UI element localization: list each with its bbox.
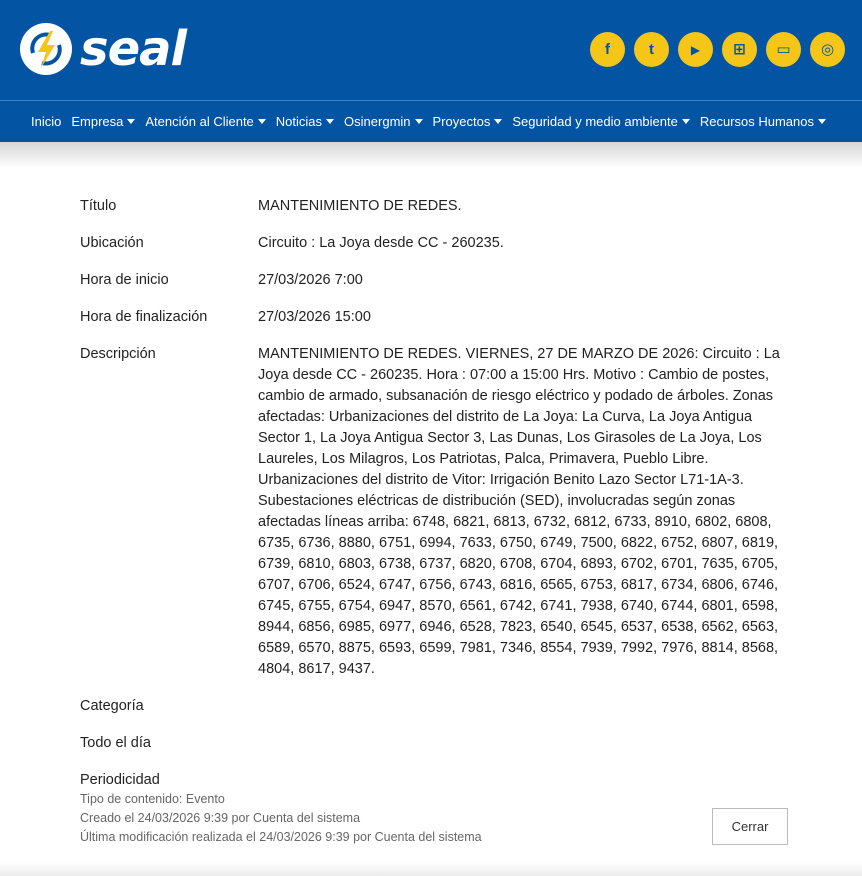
detail-row-todo-dia <box>80 733 792 754</box>
nav-item-recursos-humanos[interactable]: Recursos Humanos <box>700 114 826 129</box>
detail-row-fin <box>80 307 792 328</box>
created-text: Creado el 24/03/2026 9:39 por Cuenta del sistema <box>80 811 361 825</box>
detail-row-categoria <box>80 696 792 717</box>
detail-row-titulo <box>80 196 792 217</box>
youtube-icon[interactable]: ▶ <box>678 32 713 67</box>
nav-item-inicio[interactable]: Inicio <box>31 114 62 129</box>
detail-row-inicio <box>80 270 792 291</box>
caret-down-icon <box>258 119 266 124</box>
certificate-icon[interactable]: ◎ <box>810 32 845 67</box>
content-type-text: Tipo de contenido: Evento <box>80 792 225 806</box>
event-details <box>80 196 792 807</box>
modified-text: Última modificación realizada el 24/03/2026 9:39 por Cuenta del sistema <box>80 830 482 844</box>
titulo-value: MANTENIMIENTO DE REDES. <box>258 198 462 214</box>
descripcion-value: MANTENIMIENTO DE REDES. VIERNES, 27 DE MARZO DE 2026: Circuito : La Joya desde CC - 260235. Hora : 07:00 a 15:00 Hrs. Motivo : Cambio de postes, cambio de armado, subsanación de riesgo eléctrico y podado de árboles. Zonas afectadas: Urbanizaciones del distrito de La Joya: La Curva, La Joya Antigua Sector 1, La Joya Antigua Sector 3, Las Dunas, Los Girasoles de La Joya, Los Laureles, Los Milagros, Los Patriotas, Palca, Primavera, Pueblo Libre. Urbanizaciones del distrito de Vitor: Irrigación Benito Lazo Sector L71-1A-3. Subestaciones eléctricas de distribución (SED), involucradas según zonas afectadas líneas arriba: 6748, 6821, 6813, 6732, 6812, 6733, 8910, 6802, 6808, 6735, 6736, 8880, 6751, 6994, 7633, 6750, 6749, 7500, 6822, 6752, 6807, 6819, 6739, 6810, 6803, 6738, 6737, 6820, 6708, 6704, 6893, 6702, 6701, 7635, 6705, 6707, 6706, 6524, 6747, 6756, 6743, 6816, 6565, 6753, 6817, 6734, 6806, 6746, 6745, 6755, 6754, 6947, 8570, 6561, 6742, 6741, 7938, 6740, 6744, 6801, 6598, 8944, 6856, 6985, 6977, 6946, 6528, 7823, 6540, 6545, 6537, 6538, 6562, 6563, 6589, 6570, 8875, 6593, 6599, 7981, 7346, 8554, 7939, 7992, 7976, 8814, 8568, 4804, 8617, 9437. <box>258 346 780 677</box>
periodicidad-label: Periodicidad <box>80 772 160 788</box>
todo-dia-label: Todo el día <box>80 735 151 751</box>
descripcion-label: Descripción <box>80 346 156 362</box>
nav-item-noticias[interactable]: Noticias <box>276 114 334 129</box>
site-header <box>0 0 862 100</box>
categoria-label: Categoría <box>80 698 144 714</box>
periodicidad-value <box>258 770 792 791</box>
caret-down-icon <box>818 119 826 124</box>
ubicacion-value: Circuito : La Joya desde CC - 260235. <box>258 235 504 251</box>
header-shadow <box>0 142 862 168</box>
twitter-icon[interactable]: t <box>634 32 669 67</box>
fin-label: Hora de finalización <box>80 309 208 325</box>
caret-down-icon <box>326 119 334 124</box>
brand-name: seal <box>80 21 186 77</box>
detail-row-periodicidad <box>80 770 792 791</box>
close-button[interactable]: Cerrar <box>712 808 788 845</box>
caret-down-icon <box>415 119 423 124</box>
item-metadata <box>80 790 482 847</box>
ubicacion-label: Ubicación <box>80 235 144 251</box>
sitemap-icon[interactable]: ⊞ <box>722 32 757 67</box>
inicio-label: Hora de inicio <box>80 272 169 288</box>
nav-item-atencion-cliente[interactable]: Atención al Cliente <box>145 114 265 129</box>
facebook-icon[interactable]: f <box>590 32 625 67</box>
detail-row-ubicacion <box>80 233 792 254</box>
computer-icon[interactable]: ▭ <box>766 32 801 67</box>
detail-row-descripcion <box>80 344 792 680</box>
lightning-logo-icon <box>20 23 72 75</box>
footer-shadow <box>0 862 862 876</box>
inicio-value: 27/03/2026 7:00 <box>258 272 363 288</box>
social-links <box>590 32 845 67</box>
nav-item-seguridad[interactable]: Seguridad y medio ambiente <box>512 114 690 129</box>
titulo-label: Título <box>80 198 117 214</box>
main-nav <box>0 100 862 142</box>
fin-value: 27/03/2026 15:00 <box>258 309 371 325</box>
caret-down-icon <box>494 119 502 124</box>
nav-item-empresa[interactable]: Empresa <box>71 114 135 129</box>
nav-item-proyectos[interactable]: Proyectos <box>433 114 503 129</box>
caret-down-icon <box>682 119 690 124</box>
categoria-value <box>258 696 792 717</box>
seal-logo[interactable] <box>20 23 186 75</box>
nav-item-osinergmin[interactable]: Osinergmin <box>344 114 422 129</box>
caret-down-icon <box>127 119 135 124</box>
todo-dia-value <box>258 733 792 754</box>
